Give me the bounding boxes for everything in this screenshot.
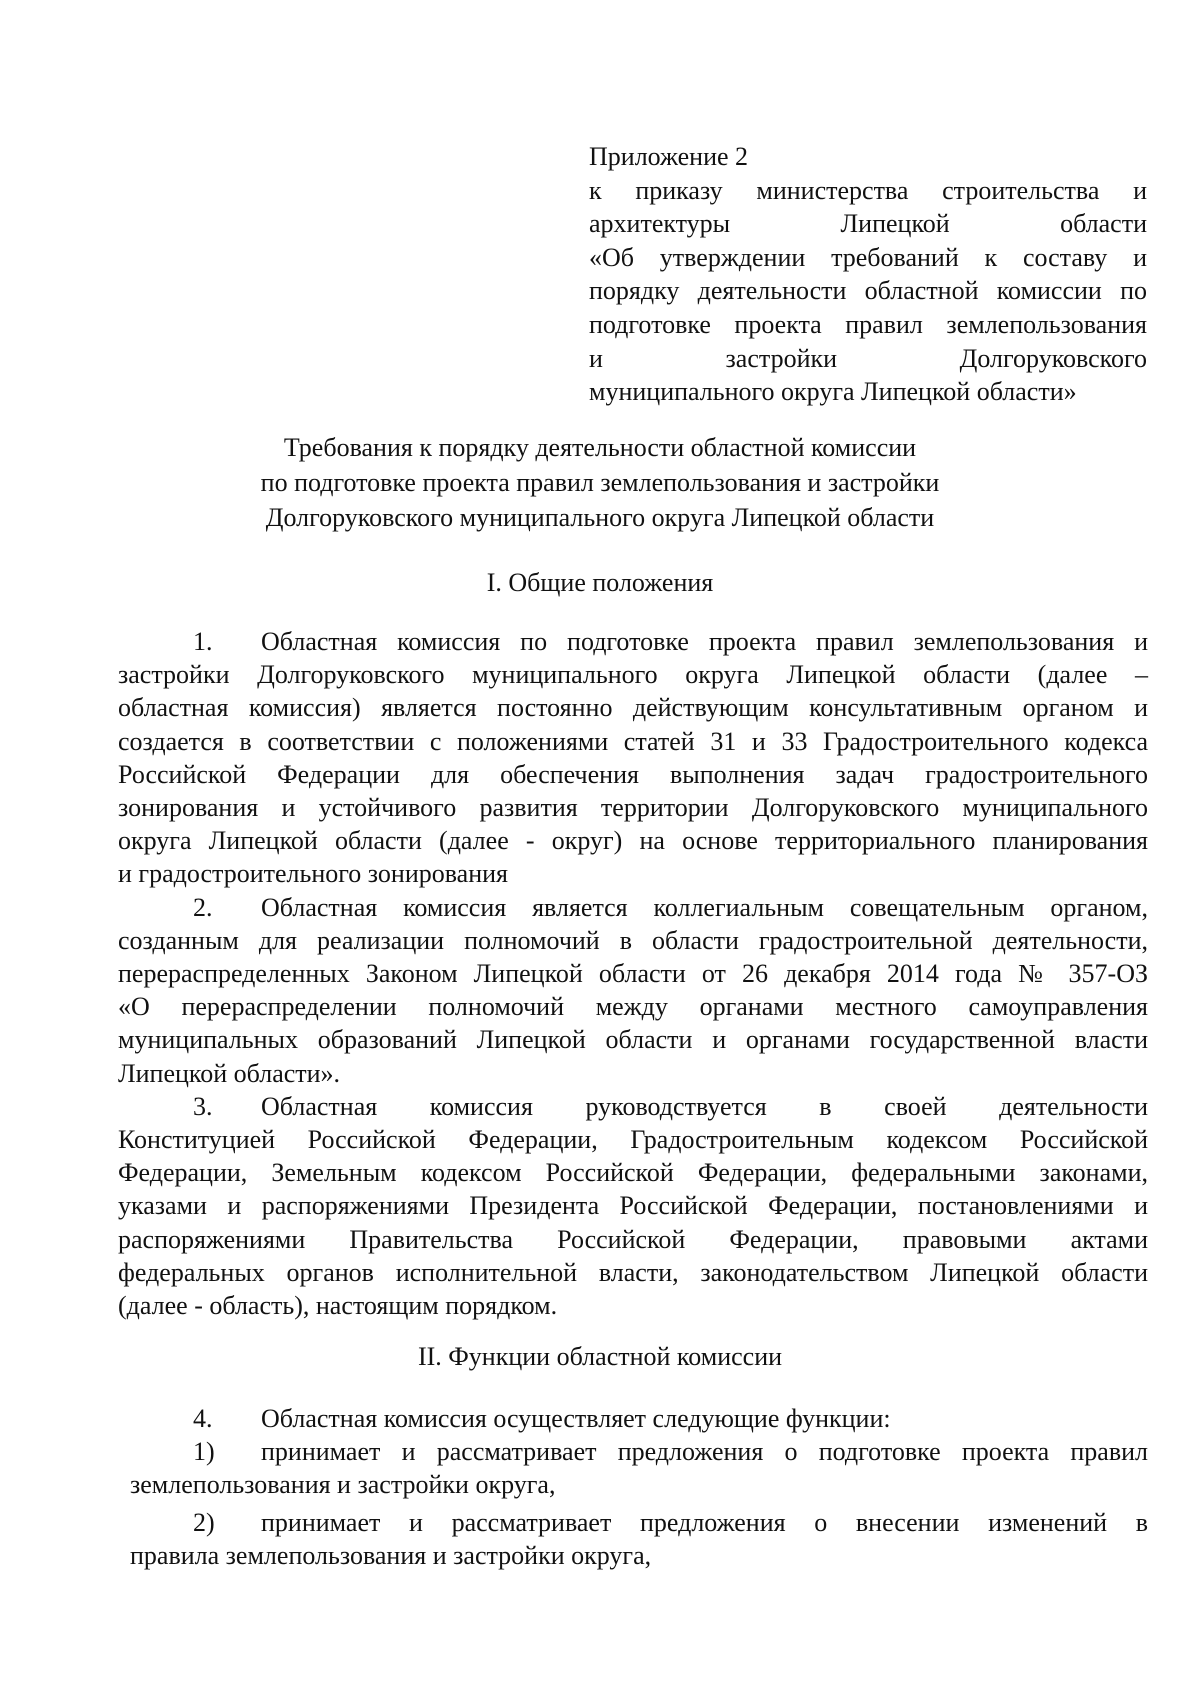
title-line: по подготовке проекта правил землепользования и застройки <box>260 468 940 497</box>
appendix-line: к приказу министерства строительства и <box>589 175 1147 205</box>
section1-body <box>118 625 1148 1322</box>
paragraph-line: указами и распоряжениями Президента Российской Федерации, постановлениями и <box>118 1191 1148 1221</box>
paragraph-line: созданным для реализации полномочий в области градостроительной деятельности, <box>118 925 1148 955</box>
paragraph-first-line <box>118 1090 1148 1123</box>
paragraph-line: перераспределенных Законом Липецкой области от 26 декабря 2014 года № 357-ОЗ <box>118 959 1148 989</box>
item-number: 3. <box>193 1091 213 1121</box>
paragraph-text: Областная комиссия осуществляет следующие функции: <box>261 1404 891 1433</box>
paragraph-line: округа Липецкой области (далее - округ) на основе территориального планирования <box>118 826 1148 856</box>
paragraph-first-line <box>118 625 1148 658</box>
paragraph-line: правила землепользования и застройки округа, <box>130 1540 652 1570</box>
paragraph-line: создается в соответствии с положениями статей 31 и 33 Градостроительного кодекса <box>118 726 1148 756</box>
paragraph-line: муниципальных образований Липецкой области и органами государственной власти <box>118 1025 1148 1055</box>
paragraph-line: Российской Федерации для обеспечения выполнения задач градостроительного <box>118 759 1148 789</box>
paragraph-line: областная комиссия) является постоянно действующим консультативным органом и <box>118 693 1148 723</box>
section-heading: II. Функции областной комиссии <box>417 1342 783 1371</box>
paragraph-first-line <box>118 1402 1148 1435</box>
paragraph-first-line <box>118 891 1148 924</box>
subitem-first-line <box>118 1506 1148 1539</box>
paragraph-line: федеральных органов исполнительной власти, законодательством Липецкой области <box>118 1257 1148 1287</box>
paragraph-line: Липецкой области». <box>118 1058 341 1088</box>
appendix-line: архитектуры Липецкой области <box>589 209 1147 239</box>
paragraph-text: Областная комиссия по подготовке проекта правил землепользования и <box>261 627 1148 656</box>
paragraph-line: зонирования и устойчивого развития территории Долгоруковского муниципального <box>118 793 1148 823</box>
document-title <box>0 430 1200 535</box>
paragraph-text: принимает и рассматривает предложения о подготовке проекта правил <box>261 1437 1148 1467</box>
paragraph-line: Конституцией Российской Федерации, Градостроительным кодексом Российской <box>118 1125 1148 1155</box>
paragraph-line: Федерации, Земельным кодексом Российской Федерации, федеральными законами, <box>118 1158 1148 1188</box>
appendix-line: «Об утверждении требований к составу и <box>589 242 1147 272</box>
appendix-line: подготовке проекта правил землепользования <box>589 309 1147 339</box>
paragraph-text: Областная комиссия руководствуется в своей деятельности <box>261 1091 1148 1121</box>
section2-body <box>118 1402 1148 1572</box>
subitem-number: 2) <box>193 1507 215 1537</box>
title-line: Требования к порядку деятельности областной комиссии <box>283 433 917 462</box>
appendix-line: порядку деятельности областной комиссии по <box>589 276 1147 306</box>
section-heading: I. Общие положения <box>486 568 714 597</box>
subitem-number: 1) <box>193 1437 215 1467</box>
subitem-first-line <box>118 1435 1148 1468</box>
appendix-line: и застройки Долгоруковского <box>589 343 1147 373</box>
paragraph-line: землепользования и застройки округа, <box>130 1470 556 1500</box>
paragraph-line: застройки Долгоруковского муниципального округа Липецкой области (далее – <box>118 660 1148 690</box>
paragraph-line: распоряжениями Правительства Российской Федерации, правовыми актами <box>118 1224 1148 1254</box>
appendix-line: Приложение 2 <box>589 142 749 171</box>
paragraph-line: и градостроительного зонирования <box>118 859 508 889</box>
appendix-header <box>589 140 1147 409</box>
item-number: 2. <box>193 892 213 922</box>
paragraph-text: Областная комиссия является коллегиальным совещательным органом, <box>261 892 1148 922</box>
item-number: 1. <box>193 627 213 656</box>
paragraph-line: «О перераспределении полномочий между органами местного самоуправления <box>118 992 1148 1022</box>
paragraph-text: принимает и рассматривает предложения о внесении изменений в <box>261 1507 1148 1537</box>
paragraph-line: (далее - область), настоящим порядком. <box>118 1291 558 1321</box>
title-line: Долгоруковского муниципального округа Липецкой области <box>265 503 935 532</box>
item-number: 4. <box>193 1404 213 1433</box>
appendix-line: муниципального округа Липецкой области» <box>589 377 1077 407</box>
